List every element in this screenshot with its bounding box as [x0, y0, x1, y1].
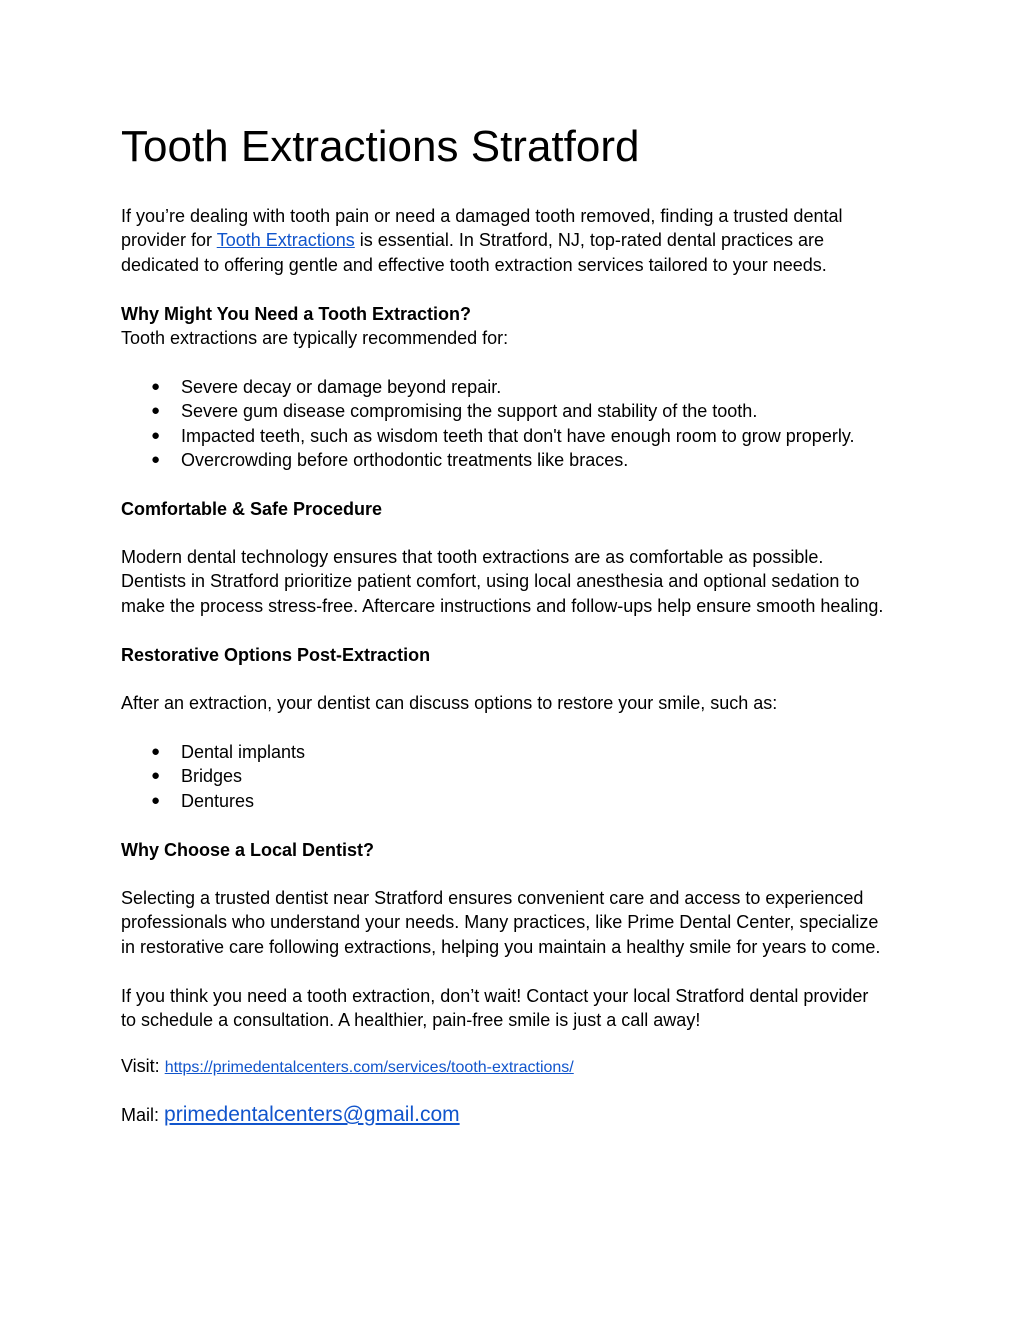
tooth-extractions-link[interactable]: Tooth Extractions	[216, 230, 355, 251]
comfortable-paragraph	[121, 545, 921, 618]
visit-label: Visit:	[121, 1056, 165, 1076]
list-item-text: Overcrowding before orthodontic treatments like braces.	[181, 450, 629, 471]
closing-line-2: to schedule a consultation. A healthier, pain-free smile is just a call away!	[121, 1010, 701, 1031]
bullet-icon: ●	[151, 426, 161, 444]
restorative-lead-text: After an extraction, your dentist can discuss options to restore your smile, such as:	[121, 693, 778, 713]
why-need-lead	[121, 326, 921, 350]
list-item-text: Severe decay or damage beyond repair.	[181, 377, 502, 397]
bullet-icon: ●	[151, 743, 161, 760]
closing-line-1: If you think you need a tooth extraction, don’t wait! Contact your local Stratford dental provider	[121, 986, 869, 1006]
list-item-text: Impacted teeth, such as wisdom teeth that don't have enough room to grow properly.	[181, 425, 855, 446]
list-item-text: Severe gum disease compromising the support and stability of the tooth.	[181, 401, 758, 422]
local-line-3: in restorative care following extractions, helping you maintain a healthy smile for years to come.	[121, 936, 881, 957]
bullet-icon: ●	[151, 451, 161, 469]
bullet-icon: ●	[151, 378, 161, 395]
list-item-text: Dentures	[181, 790, 255, 811]
intro-paragraph	[121, 204, 921, 277]
intro-line-2-start: provider for	[121, 230, 217, 251]
intro-line-3: dedicated to offering gentle and effective tooth extraction services tailored to your needs.	[121, 254, 827, 275]
page-title: Tooth Extractions Stratford	[121, 122, 640, 171]
local-dentist-heading: Why Choose a Local Dentist?	[121, 840, 375, 860]
intro-line-1: If you’re dealing with tooth pain or need a damaged tooth removed, finding a trusted dental	[121, 206, 843, 226]
why-need-lead-text: Tooth extractions are typically recommended for:	[121, 328, 509, 348]
local-line-1: Selecting a trusted dentist near Stratford ensures convenient care and access to experienced	[121, 888, 864, 908]
mail-line	[121, 1103, 460, 1127]
why-need-heading: Why Might You Need a Tooth Extraction?	[121, 304, 471, 324]
intro-line-2	[121, 228, 921, 252]
mail-label: Mail:	[121, 1105, 165, 1125]
restorative-lead	[121, 691, 921, 715]
comfortable-line-3: make the process stress-free. Aftercare instructions and follow-ups help ensure smooth healing.	[121, 595, 884, 616]
bullet-icon: ●	[151, 791, 161, 809]
list-item-text: Dental implants	[181, 742, 306, 762]
closing-paragraph	[121, 984, 921, 1033]
bullet-icon: ●	[151, 767, 161, 785]
list-item-text: Bridges	[181, 766, 243, 787]
comfortable-heading: Comfortable & Safe Procedure	[121, 499, 383, 519]
bullet-icon: ●	[151, 402, 161, 420]
visit-line	[121, 1056, 574, 1077]
restorative-heading: Restorative Options Post-Extraction	[121, 645, 431, 665]
local-line-2: professionals who understand your needs. Many practices, like Prime Dental Center, specialize	[121, 912, 879, 933]
comfortable-line-1: Modern dental technology ensures that tooth extractions are as comfortable as possible.	[121, 547, 824, 567]
intro-line-2-end: is essential. In Stratford, NJ, top-rated dental practices are	[354, 230, 825, 251]
comfortable-line-2: Dentists in Stratford prioritize patient comfort, using local anesthesia and optional sedation to	[121, 571, 860, 592]
local-dentist-paragraph	[121, 886, 921, 959]
website-link[interactable]: https://primedentalcenters.com/services/tooth-extractions/	[164, 1059, 574, 1076]
email-link[interactable]: primedentalcenters@gmail.com	[164, 1103, 460, 1126]
